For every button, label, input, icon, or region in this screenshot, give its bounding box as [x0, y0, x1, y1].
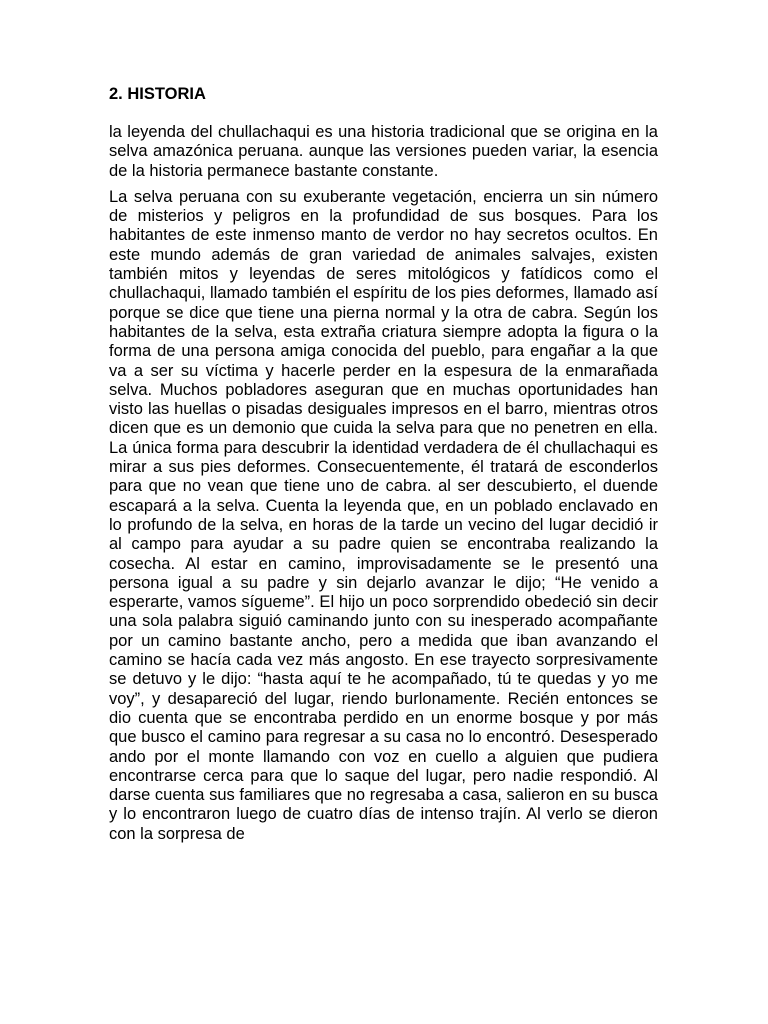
intro-paragraph: la leyenda del chullachaqui es una historia tradicional que se origina en la selva amazónica peruana. aunque las versiones pueden variar, la esencia de la historia permanece bastante constante.	[109, 123, 658, 180]
document-page	[109, 84, 658, 851]
story-paragraph: La selva peruana con su exuberante vegetación, encierra un sin número de misterios y peligros en la profundidad de sus bosques. Para los habitantes de este inmenso manto de verdor no hay secretos ocultos. En este mundo además de gran variedad de animales salvajes, existen también mitos y leyendas de seres mitológicos y fatídicos como el chullachaqui, llamado también el espíritu de los pies deformes, llamado así porque se dice que tiene una pierna normal y la otra de cabra. Según los habitantes de la selva, esta extraña criatura siempre adopta la figura o la forma de una persona amiga conocida del pueblo, para engañar a la que va a ser su víctima y hacerle perder en la espesura de la enmarañada selva. Muchos pobladores aseguran que en muchas oportunidades han visto las huellas o pisadas desiguales impresos en el barro, mientras otros dicen que es un demonio que cuida la selva para que no penetren en ella. La única forma para descubrir la identidad verdadera de él chullachaqui es mirar a sus pies deformes. Consecuentemente, él tratará de esconderlos para que no vean que tiene uno de cabra. al ser descubierto, el duende escapará a la selva. Cuenta la leyenda que, en un poblado enclavado en lo profundo de la selva, en horas de la tarde un vecino del lugar decidió ir al campo para ayudar a su padre quien se encontraba realizando la cosecha. Al estar en camino, improvisadamente se le presentó una persona igual a su padre y sin dejarlo avanzar le dijo; “He venido a esperarte, vamos sígueme”. El hijo un poco sorprendido obedeció sin decir una sola palabra siguió caminando junto con su inesperado acompañante por un camino bastante ancho, pero a medida que iban avanzando el camino se hacía cada vez más angosto. En ese trayecto sorpresivamente se detuvo y le dijo: “hasta aquí te he acompañado, tú te quedas y yo me voy”, y desapareció del lugar, riendo burlonamente. Recién entonces se dio cuenta que se encontraba perdido en un enorme bosque y por más que busco el camino para regresar a su casa no lo encontró. Desesperado ando por el monte llamando con voz en cuello a alguien que pudiera encontrarse cerca para que lo saque del lugar, pero nadie respondió. Al darse cuenta sus familiares que no regresaba a casa, salieron en su busca y lo encontraron luego de cuatro días de intenso trajín. Al verlo se dieron con la sorpresa de	[109, 187, 658, 843]
section-heading: 2. HISTORIA	[109, 85, 206, 103]
